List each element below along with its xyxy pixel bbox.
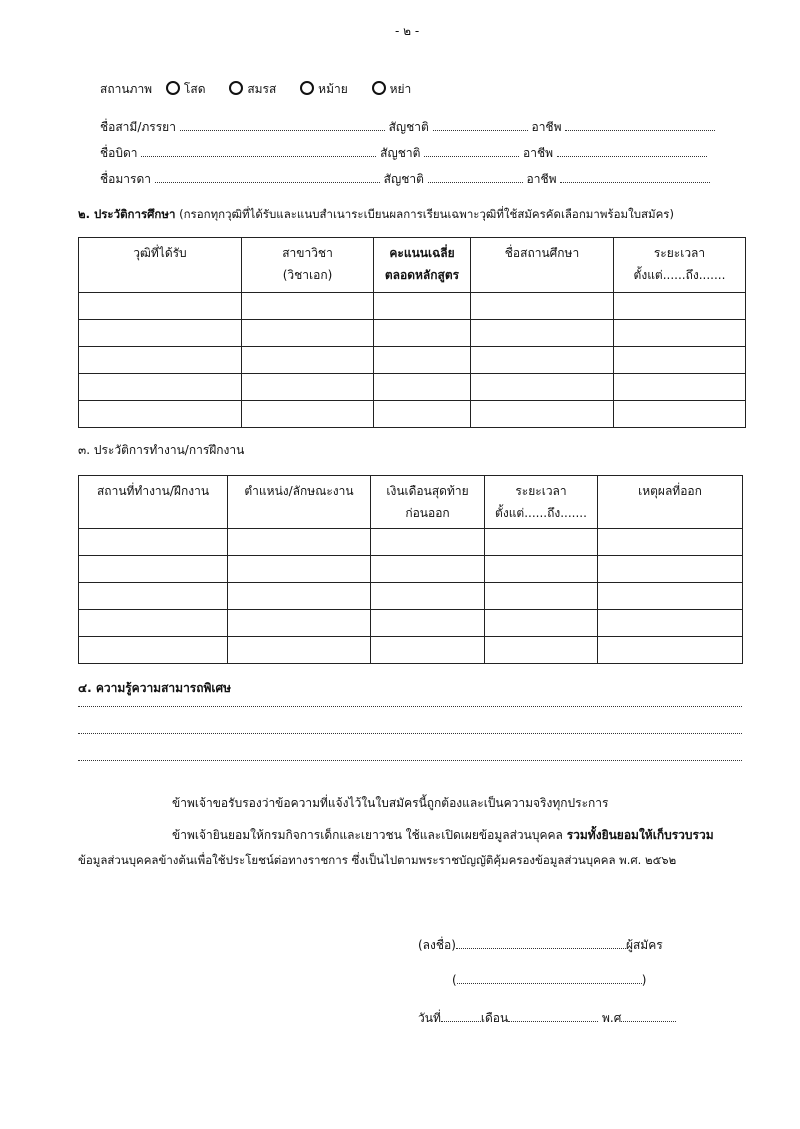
occupation-field[interactable] xyxy=(557,144,707,157)
table-cell[interactable] xyxy=(228,556,371,583)
father-row xyxy=(100,144,707,163)
col-header: ตำแหน่ง/ลักษณะงาน xyxy=(228,476,371,529)
field-label: สัญชาติ xyxy=(383,172,424,186)
consent-text: ข้าพเจ้ายินยอมให้กรมกิจการเด็กและเยาวชน ใช้และเปิดเผยข้อมูลส่วนบุคคล รวมทั้งยินยอมให้เก็บรวบรวม xyxy=(172,828,714,842)
table-cell[interactable] xyxy=(598,556,743,583)
table-cell[interactable] xyxy=(374,347,471,374)
table-cell[interactable] xyxy=(485,610,598,637)
option-label: โสด xyxy=(183,82,206,96)
table-cell[interactable] xyxy=(228,637,371,664)
declaration-text: ข้าพเจ้าขอรับรองว่าข้อความที่แจ้งไว้ในใบสมัครนี้ถูกต้องและเป็นความจริงทุกประการ xyxy=(172,796,609,810)
table-cell[interactable] xyxy=(598,583,743,610)
table-cell[interactable] xyxy=(471,374,614,401)
option-label: สมรส xyxy=(247,82,277,96)
table-cell[interactable] xyxy=(471,293,614,320)
table-cell[interactable] xyxy=(614,374,746,401)
table-row xyxy=(79,401,746,428)
col-header: คะแนนเฉลี่ย ตลอดหลักสูตร xyxy=(374,238,471,293)
table-cell[interactable] xyxy=(242,401,374,428)
table-row xyxy=(79,529,743,556)
table-row xyxy=(79,374,746,401)
col-header: ระยะเวลา ตั้งแต่......ถึง....... xyxy=(485,476,598,529)
table-cell[interactable] xyxy=(614,401,746,428)
table-cell[interactable] xyxy=(598,637,743,664)
table-cell[interactable] xyxy=(79,529,228,556)
table-cell[interactable] xyxy=(242,374,374,401)
table-cell[interactable] xyxy=(79,583,228,610)
field-label: อาชีพ xyxy=(531,120,562,134)
col-header: สถานที่ทำงาน/ฝึกงาน xyxy=(79,476,228,529)
field-label: สัญชาติ xyxy=(380,146,421,160)
section-note: (กรอกทุกวุฒิที่ได้รับและแนบสำเนาระเบียนผลการเรียนเฉพาะวุฒิที่ใช้สมัครคัดเลือกมาพร้อมใบสมัคร) xyxy=(179,207,674,221)
table-cell[interactable] xyxy=(371,529,485,556)
col-header: ชื่อสถานศึกษา xyxy=(471,238,614,293)
nationality-field[interactable] xyxy=(433,118,528,131)
table-row xyxy=(79,637,743,664)
col-header: เงินเดือนสุดท้าย ก่อนออก xyxy=(371,476,485,529)
spouse-row xyxy=(100,118,715,137)
signature-row: (ลงชื่อ) ผู้สมัคร xyxy=(418,938,663,952)
mother-name-field[interactable] xyxy=(155,170,380,183)
table-cell[interactable] xyxy=(471,347,614,374)
table-cell[interactable] xyxy=(371,637,485,664)
table-cell[interactable] xyxy=(485,583,598,610)
col-header: ระยะเวลา ตั้งแต่......ถึง....... xyxy=(614,238,746,293)
marital-status xyxy=(100,80,411,99)
field-label: อาชีพ xyxy=(526,172,557,186)
table-cell[interactable] xyxy=(79,401,242,428)
mother-row xyxy=(100,170,710,189)
table-cell[interactable] xyxy=(614,293,746,320)
printed-name-field[interactable] xyxy=(457,971,642,984)
table-row xyxy=(79,347,746,374)
field-label: ชื่อบิดา xyxy=(100,146,138,160)
marital-status-label: สถานภาพ xyxy=(100,82,153,96)
table-cell[interactable] xyxy=(371,610,485,637)
table-cell[interactable] xyxy=(471,320,614,347)
table-cell[interactable] xyxy=(79,610,228,637)
table-row xyxy=(79,320,746,347)
radio-single[interactable] xyxy=(166,81,180,95)
skills-line[interactable] xyxy=(78,733,742,734)
col-header: วุฒิที่ได้รับ xyxy=(79,238,242,293)
education-heading xyxy=(78,206,674,224)
date-row: วันที่ เดือน พ.ศ xyxy=(418,1009,676,1028)
father-name-field[interactable] xyxy=(141,144,376,157)
table-cell[interactable] xyxy=(228,583,371,610)
occupation-field[interactable] xyxy=(560,170,710,183)
spouse-name-field[interactable] xyxy=(180,118,385,131)
table-cell[interactable] xyxy=(79,637,228,664)
option-label: หม้าย xyxy=(318,82,348,96)
table-cell[interactable] xyxy=(614,347,746,374)
table-cell[interactable] xyxy=(242,320,374,347)
table-cell[interactable] xyxy=(471,401,614,428)
table-cell[interactable] xyxy=(374,401,471,428)
table-cell[interactable] xyxy=(374,293,471,320)
table-row xyxy=(79,556,743,583)
table-cell[interactable] xyxy=(374,320,471,347)
field-label: ชื่อมารดา xyxy=(100,172,151,186)
year-field[interactable] xyxy=(621,1009,676,1022)
table-cell[interactable] xyxy=(79,320,242,347)
col-header: สาขาวิชา (วิชาเอก) xyxy=(242,238,374,293)
table-cell[interactable] xyxy=(374,374,471,401)
education-table xyxy=(78,237,746,428)
day-field[interactable] xyxy=(441,1009,481,1022)
col-header: เหตุผลที่ออก xyxy=(598,476,743,529)
table-cell[interactable] xyxy=(598,610,743,637)
table-cell[interactable] xyxy=(228,529,371,556)
table-cell[interactable] xyxy=(614,320,746,347)
table-cell[interactable] xyxy=(242,347,374,374)
radio-widowed[interactable] xyxy=(300,81,314,95)
radio-divorced[interactable] xyxy=(372,81,386,95)
table-cell[interactable] xyxy=(79,347,242,374)
signature-field[interactable] xyxy=(456,936,626,949)
radio-married[interactable] xyxy=(229,81,243,95)
table-cell[interactable] xyxy=(485,637,598,664)
skills-heading: ๔. ความรู้ความสามารถพิเศษ xyxy=(78,681,232,695)
work-table xyxy=(78,475,743,664)
month-field[interactable] xyxy=(508,1009,598,1022)
table-cell[interactable] xyxy=(79,556,228,583)
table-cell[interactable] xyxy=(228,610,371,637)
table-cell[interactable] xyxy=(485,556,598,583)
field-label: ชื่อสามี/ภรรยา xyxy=(100,120,176,134)
skills-line[interactable] xyxy=(78,706,742,707)
table-cell[interactable] xyxy=(598,529,743,556)
field-label: สัญชาติ xyxy=(388,120,429,134)
skills-line[interactable] xyxy=(78,760,742,761)
table-row xyxy=(79,583,743,610)
table-cell[interactable] xyxy=(242,293,374,320)
nationality-field[interactable] xyxy=(424,144,519,157)
table-cell[interactable] xyxy=(485,529,598,556)
nationality-field[interactable] xyxy=(428,170,523,183)
table-cell[interactable] xyxy=(79,293,242,320)
table-cell[interactable] xyxy=(79,374,242,401)
table-cell[interactable] xyxy=(371,556,485,583)
section-title: ๒. ประวัติการศึกษา xyxy=(78,207,176,221)
page-number: - ๒ - xyxy=(395,24,420,38)
table-row xyxy=(79,610,743,637)
table-row xyxy=(79,293,746,320)
printed-name-row: ( ) xyxy=(452,973,647,987)
field-label: อาชีพ xyxy=(523,146,554,160)
consent-text-continued: ข้อมูลส่วนบุคคลข้างต้นเพื่อใช้ประโยชน์ต่อทางราชการ ซึ่งเป็นไปตามพระราชบัญญัติคุ้มครองข้อมูลส่วนบุคคล พ.ศ. ๒๕๖๒ xyxy=(78,853,677,867)
occupation-field[interactable] xyxy=(565,118,715,131)
table-cell[interactable] xyxy=(371,583,485,610)
work-heading: ๓. ประวัติการทำงาน/การฝึกงาน xyxy=(78,443,245,457)
option-label: หย่า xyxy=(389,82,412,96)
